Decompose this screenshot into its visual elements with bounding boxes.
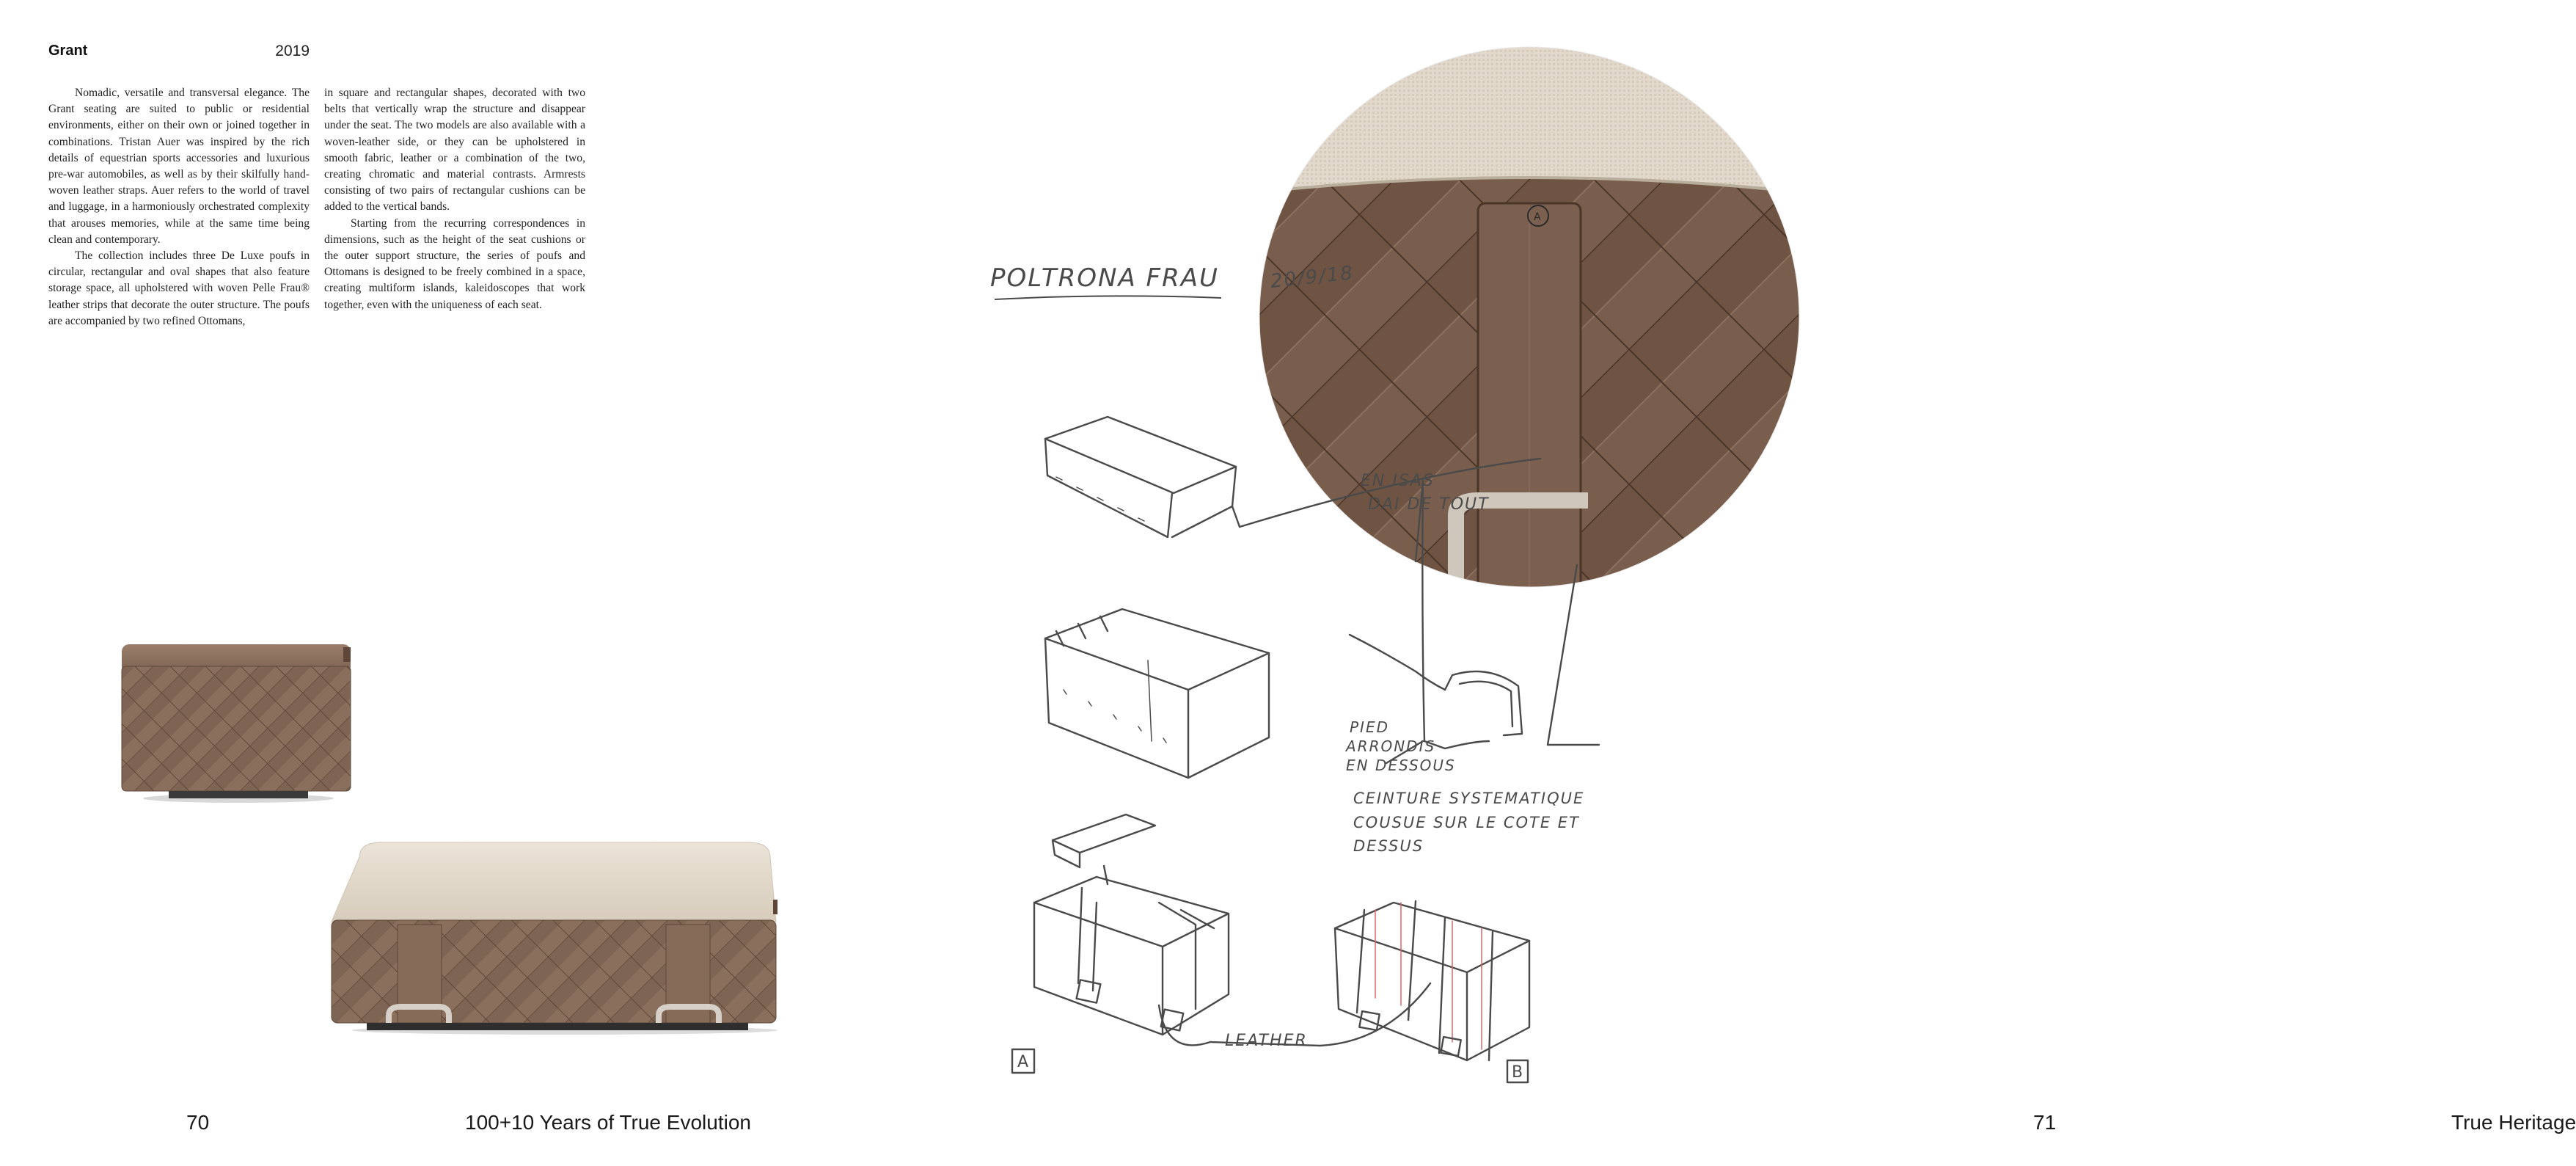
note-b-line3: EN DESSOUS [1346, 757, 1456, 774]
left-page [0, 0, 917, 1166]
note-leather: LEATHER [1225, 1032, 1308, 1050]
paragraph: Starting from the recurring correspondences in dimensions, such as the height of the seat cushions or the outer support structure, the series of poufs and Ottomans is designed to be freely combined in a space, creating multiform islands, kaleidoscopes that work together, even with the uniqueness of each seat. [324, 216, 585, 311]
running-title-left: 100+10 Years of True Evolution [465, 1111, 751, 1134]
page-number-left: 70 [186, 1111, 210, 1134]
brand-handwriting [990, 249, 1232, 308]
square-pouf-photo [117, 631, 359, 807]
page-number-right: 71 [2033, 1111, 2057, 1134]
paragraph: in square and rectangular shapes, decorated with two belts that vertically wrap the structure and disappear under the seat. The two models are also available with a woven-leather side, or they can be upholstered in smooth fabric, leather or a combination of the two, creating chromatic and material contrasts. Armrests consisting of two pairs of rectangular cushions can be added to the vertical bands. [324, 87, 585, 214]
right-page [917, 0, 2576, 1166]
running-title-right: True Heritage [2451, 1111, 2576, 1134]
pouf-sketches [976, 396, 1768, 1082]
article-year: 2019 [275, 43, 310, 59]
note-c-line3: DESSUS [1353, 837, 1424, 855]
label-a: A [1017, 1053, 1029, 1071]
note-c-line2: COUSUE SUR LE COTE ET [1353, 814, 1580, 831]
rectangular-pouf-photo [330, 842, 799, 1041]
note-c-line1: CEINTURE SYSTEMATIQUE [1353, 790, 1585, 807]
note-b-line1: PIED [1350, 718, 1389, 736]
article-title: Grant [48, 43, 88, 59]
text-column-1 [48, 85, 310, 329]
circle-mark: A [1534, 211, 1541, 223]
paragraph: The collection includes three De Luxe poufs in circular, rectangular and oval shapes that also feature storage space, all upholstered with woven Pelle Frau® leather strips that decorate the outer structure. The poufs are accompanied by two refined Ottomans, [48, 249, 310, 327]
text-column-2 [324, 85, 585, 313]
note-a-line2: DAI DE TOUT [1368, 495, 1490, 514]
paragraph: Nomadic, versatile and transversal elegance. The Grant seating are suited to public or residential environments, either on their own or joined together in combinations. Tristan Auer was inspired by the rich details of equestrian sports accessories and luxurious pre-war automobiles, as well as by their skilfully hand-woven leather straps. Auer refers to the world of travel and luggage, in a harmoniously orchestrated complexity that arouses memories, while at the same time being clean and contemporary. [48, 87, 310, 246]
note-a-line1: EN ISAS [1361, 472, 1435, 490]
note-b-line2: ARRONDIS [1346, 737, 1436, 755]
sketch-brand: POLTRONA FRAU [990, 263, 1219, 293]
article-header [48, 43, 310, 69]
sketch-date: 20/9/18 [1269, 262, 1355, 293]
label-b: B [1512, 1063, 1523, 1082]
